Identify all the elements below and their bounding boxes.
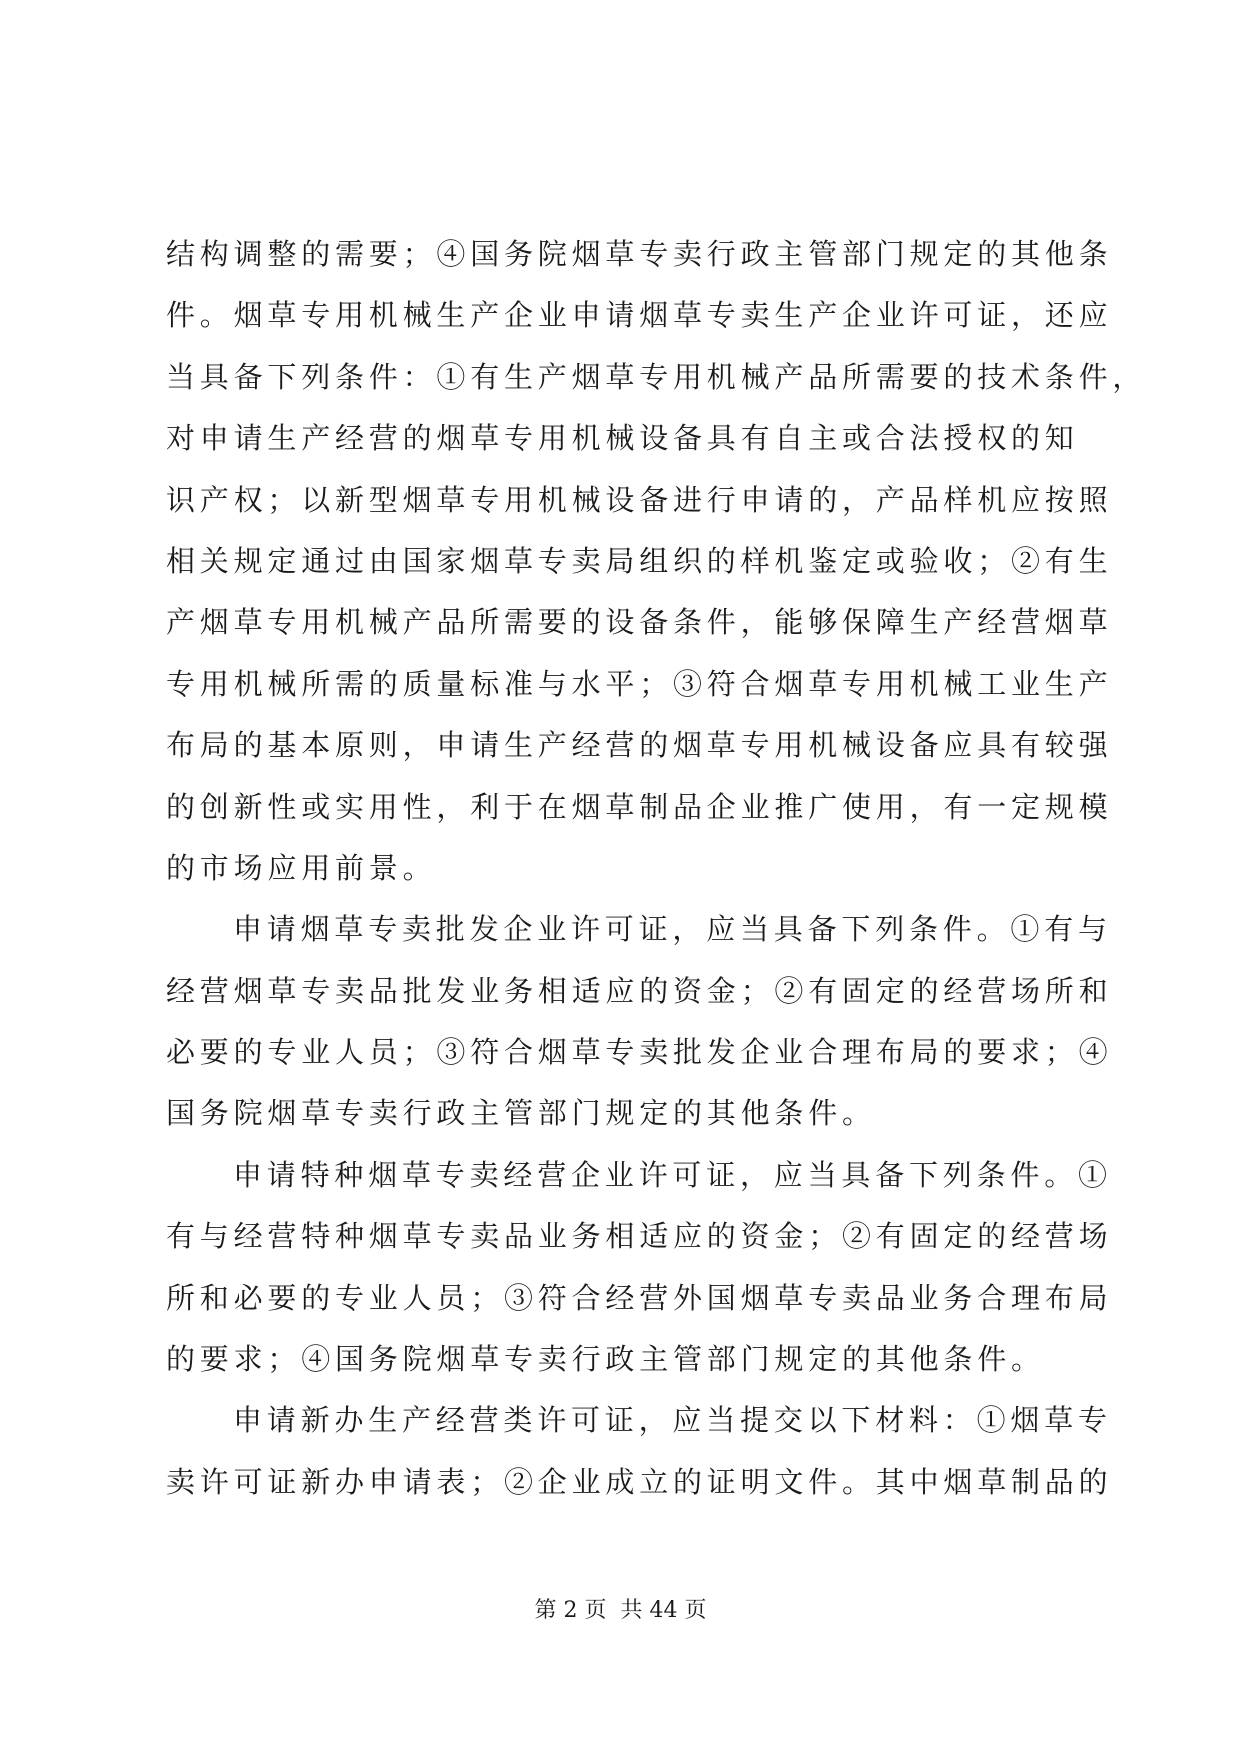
text-line: 对申请生产经营的烟草专用机械设备具有自主或合法授权的知 <box>166 421 1079 456</box>
page-number-footer: 第 2 页 共 44 页 <box>534 1598 707 1623</box>
text-line: 的市场应用前景。 <box>166 850 437 885</box>
text-line: 当具备下列条件：①有生产烟草专用机械产品所需要的技术条件， <box>166 359 1147 394</box>
paragraph-first-line: 申请特种烟草专卖经营企业许可证，应当具备下列条件。① <box>233 1157 1112 1192</box>
text-line: 所和必要的专业人员；③符合经营外国烟草专卖品业务合理布局 <box>166 1280 1113 1315</box>
text-line: 必要的专业人员；③符合烟草专卖批发企业合理布局的要求；④ <box>166 1035 1113 1070</box>
text-line: 经营烟草专卖品批发业务相适应的资金；②有固定的经营场所和 <box>166 973 1113 1008</box>
text-line: 结构调整的需要；④国务院烟草专卖行政主管部门规定的其他条 <box>166 237 1113 271</box>
text-line: 的要求；④国务院烟草专卖行政主管部门规定的其他条件。 <box>166 1342 1045 1377</box>
body-text <box>166 224 1147 1513</box>
paragraph-first-line: 申请新办生产经营类许可证，应当提交以下材料：①烟草专 <box>233 1403 1112 1438</box>
text-line: 件。烟草专用机械生产企业申请烟草专卖生产企业许可证，还应 <box>166 298 1113 333</box>
text-line: 相关规定通过由国家烟草专卖局组织的样机鉴定或验收；②有生 <box>166 543 1113 578</box>
text-line: 识产权；以新型烟草专用机械设备进行申请的，产品样机应按照 <box>166 482 1113 517</box>
text-line: 产烟草专用机械产品所需要的设备条件，能够保障生产经营烟草 <box>166 605 1113 640</box>
paragraph-first-line: 申请烟草专卖批发企业许可证，应当具备下列条件。①有与 <box>233 912 1112 947</box>
text-line: 布局的基本原则，申请生产经营的烟草专用机械设备应具有较强 <box>166 728 1113 763</box>
text-line: 的创新性或实用性，利于在烟草制品企业推广使用，有一定规模 <box>166 789 1113 824</box>
text-line: 有与经营特种烟草专卖品业务相适应的资金；②有固定的经营场 <box>166 1219 1113 1254</box>
text-line: 专用机械所需的质量标准与水平；③符合烟草专用机械工业生产 <box>166 666 1113 701</box>
text-line: 卖许可证新办申请表；②企业成立的证明文件。其中烟草制品的 <box>166 1464 1113 1499</box>
text-line: 国务院烟草专卖行政主管部门规定的其他条件。 <box>166 1096 876 1131</box>
